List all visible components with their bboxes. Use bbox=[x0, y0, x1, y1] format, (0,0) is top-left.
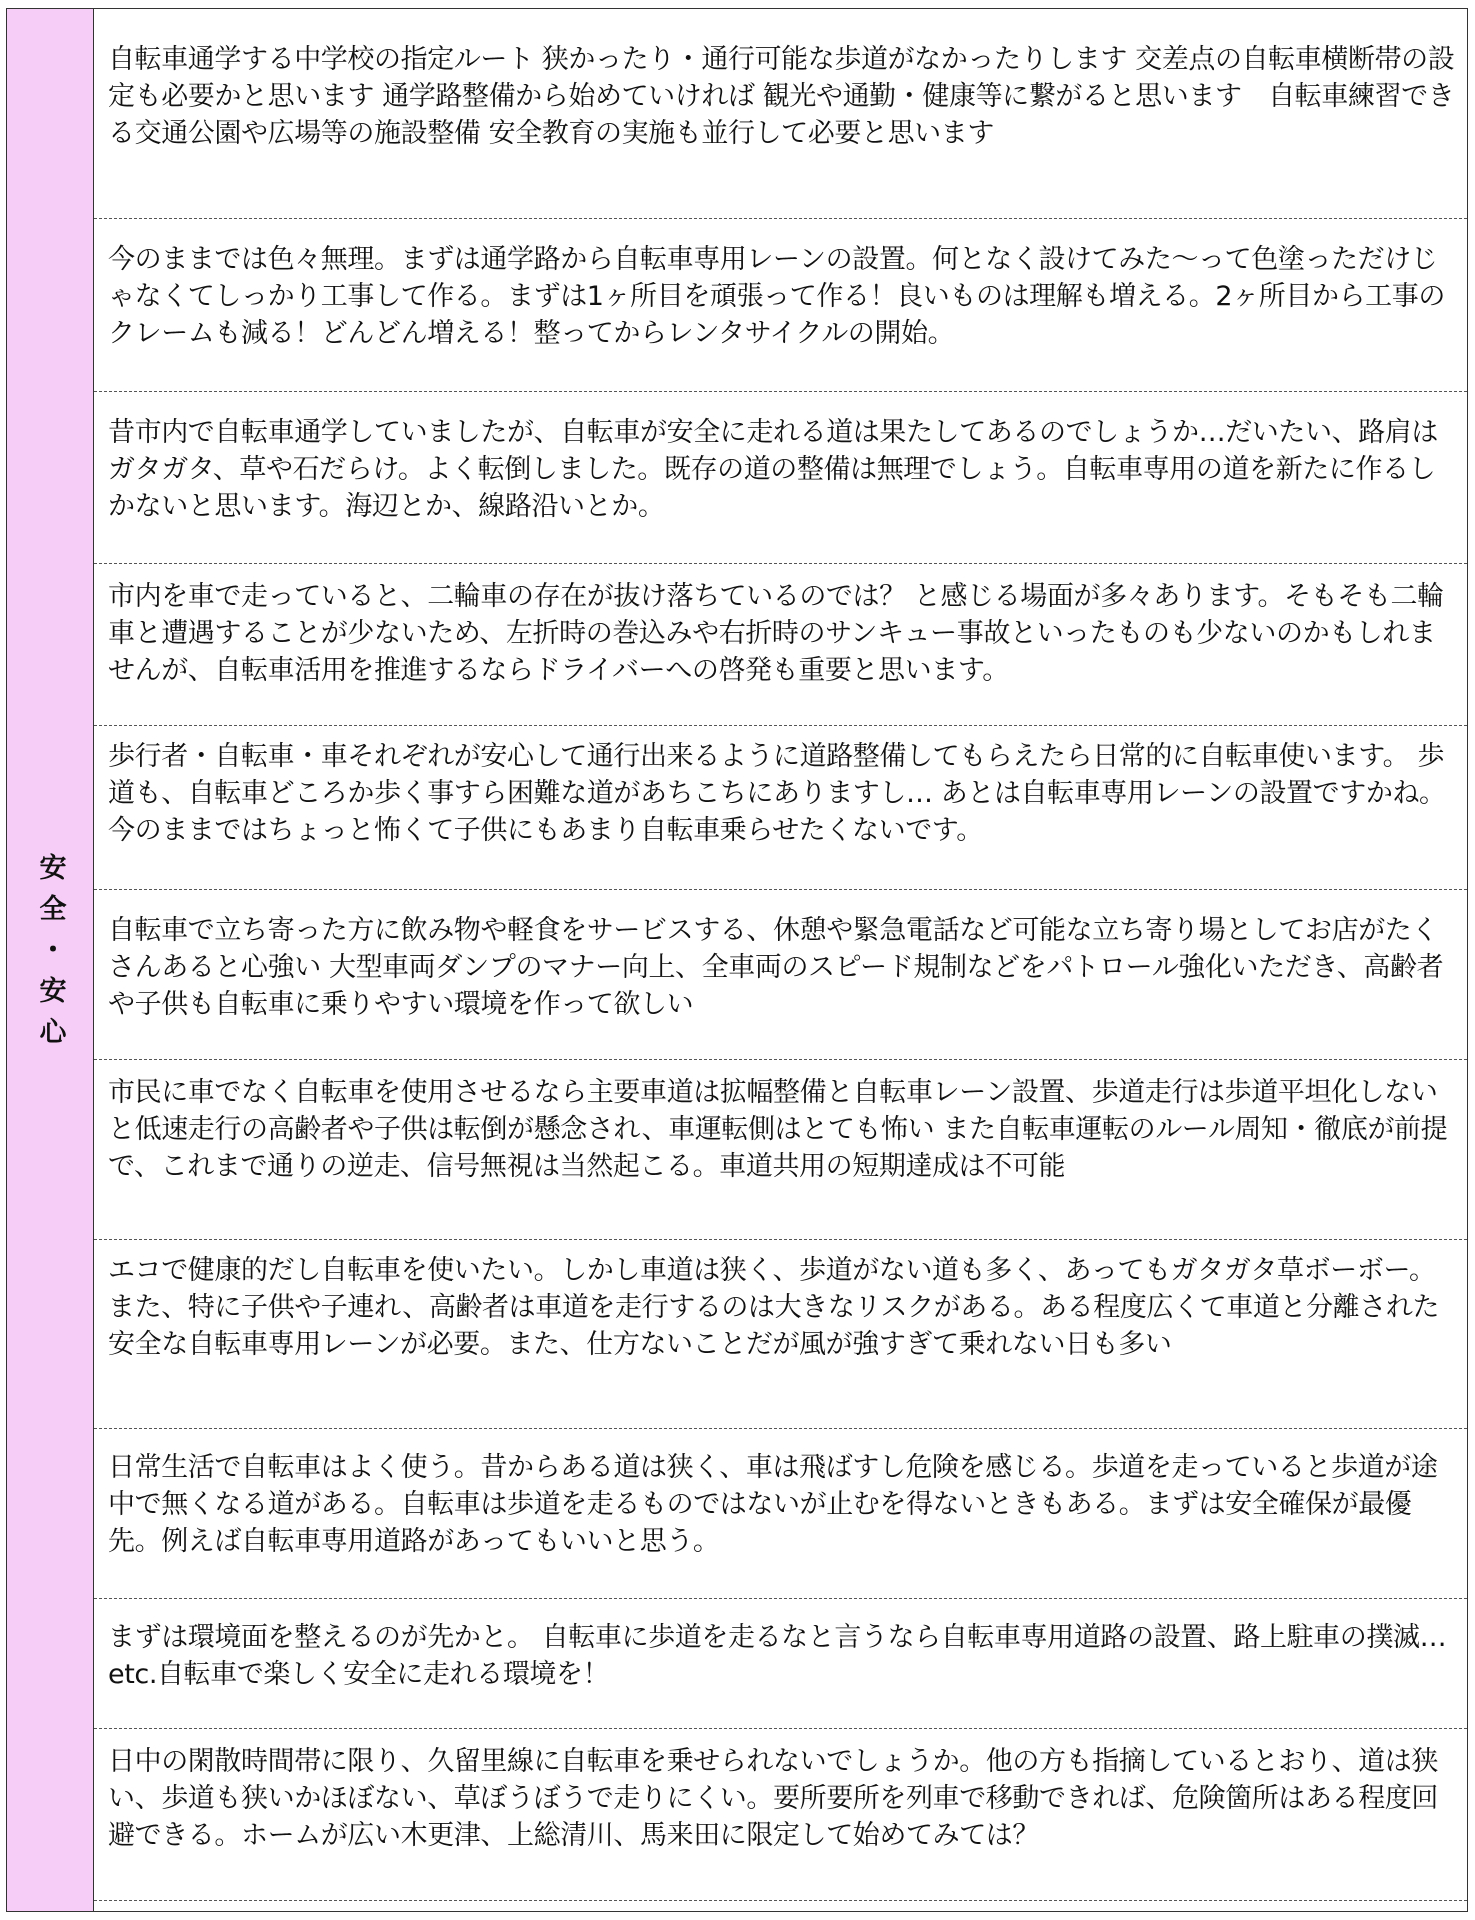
category-label: 安全・安心 bbox=[34, 852, 66, 1058]
comment-item: 自転車通学する中学校の指定ルート 狭かったり・通行可能な歩道がなかったりします 交差点の自転車横断帯の設定も必要かと思います 通学路整備から始めていければ 観光や通勤・健康等に繋がると思います 自転車練習できる交通公園や広場等の施設整備 安全教育の実施も並行して必要と思います bbox=[94, 9, 1467, 219]
comment-item: 市内を車で走っていると、二輪車の存在が抜け落ちているのでは？ と感じる場面が多々あります。そもそも二輪車と遭遇することが少ないため、左折時の巻込みや右折時のサンキュー事故といったものも少ないのかもしれませんが、自転車活用を推進するならドライバーへの啓発も重要と思います。 bbox=[94, 564, 1467, 726]
comment-item: 市民に車でなく自転車を使用させるなら主要車道は拡幅整備と自転車レーン設置、歩道走行は歩道平坦化しないと低速走行の高齢者や子供は転倒が懸念され、車運転側はとても怖い また自転車運転のルール周知・徹底が前提で、これまで通りの逆走、信号無視は当然起こる。車道共用の短期達成は不可能 bbox=[94, 1060, 1467, 1240]
comment-item: 日中の閑散時間帯に限り、久留里線に自転車を乗せられないでしょうか。他の方も指摘しているとおり、道は狭い、歩道も狭いかほぼない、草ぼうぼうで走りにくい。要所要所を列車で移動できれば、危険箇所はある程度回避できる。ホームが広い木更津、上総清川、馬来田に限定して始めてみては？ bbox=[94, 1729, 1467, 1901]
comment-item: 今のままでは色々無理。まずは通学路から自転車専用レーンの設置。何となく設けてみた～って色塗っただけじゃなくてしっかり工事して作る。まずは1ヶ所目を頑張って作る！良いものは理解も増える。2ヶ所目から工事のクレームも減る！どんどん増える！整ってからレンタサイクルの開始。 bbox=[94, 219, 1467, 392]
category-cell bbox=[7, 9, 94, 1911]
comment-item: まずは環境面を整えるのが先かと。 自転車に歩道を走るなと言うなら自転車専用道路の設置、路上駐車の撲滅…etc.自転車で楽しく安全に走れる環境を！ bbox=[94, 1599, 1467, 1729]
comment-item: 昔市内で自転車通学していましたが、自転車が安全に走れる道は果たしてあるのでしょうか…だいたい、路肩はガタガタ、草や石だらけ。よく転倒しました。既存の道の整備は無理でしょう。自転車専用の道を新たに作るしかないと思います。海辺とか、線路沿いとか。 bbox=[94, 392, 1467, 564]
comment-item: 自転車で立ち寄った方に飲み物や軽食をサービスする、休憩や緊急電話など可能な立ち寄り場としてお店がたくさんあると心強い 大型車両ダンプのマナー向上、全車両のスピード規制などをパトロール強化いただき、高齢者や子供も自転車に乗りやすい環境を作って欲しい bbox=[94, 890, 1467, 1060]
comment-list bbox=[94, 9, 1467, 1911]
comment-item: 日常生活で自転車はよく使う。昔からある道は狭く、車は飛ばすし危険を感じる。歩道を走っていると歩道が途中で無くなる道がある。自転車は歩道を走るものではないが止むを得ないときもある。まずは安全確保が最優先。例えば自転車専用道路があってもいいと思う。 bbox=[94, 1429, 1467, 1599]
comment-item: エコで健康的だし自転車を使いたい。しかし車道は狭く、歩道がない道も多く、あってもガタガタ草ボーボー。また、特に子供や子連れ、高齢者は車道を走行するのは大きなリスクがある。ある程度広くて車道と分離された安全な自転車専用レーンが必要。また、仕方ないことだが風が強すぎて乗れない日も多い bbox=[94, 1240, 1467, 1429]
comment-item: 歩行者・自転車・車それぞれが安心して通行出来るように道路整備してもらえたら日常的に自転車使います。 歩道も、自転車どころか歩く事すら困難な道があちこちにありますし… あとは自転車専用レーンの設置ですかね。 今のままではちょっと怖くて子供にもあまり自転車乗らせたくないです。 bbox=[94, 726, 1467, 890]
opinion-table bbox=[6, 8, 1468, 1912]
